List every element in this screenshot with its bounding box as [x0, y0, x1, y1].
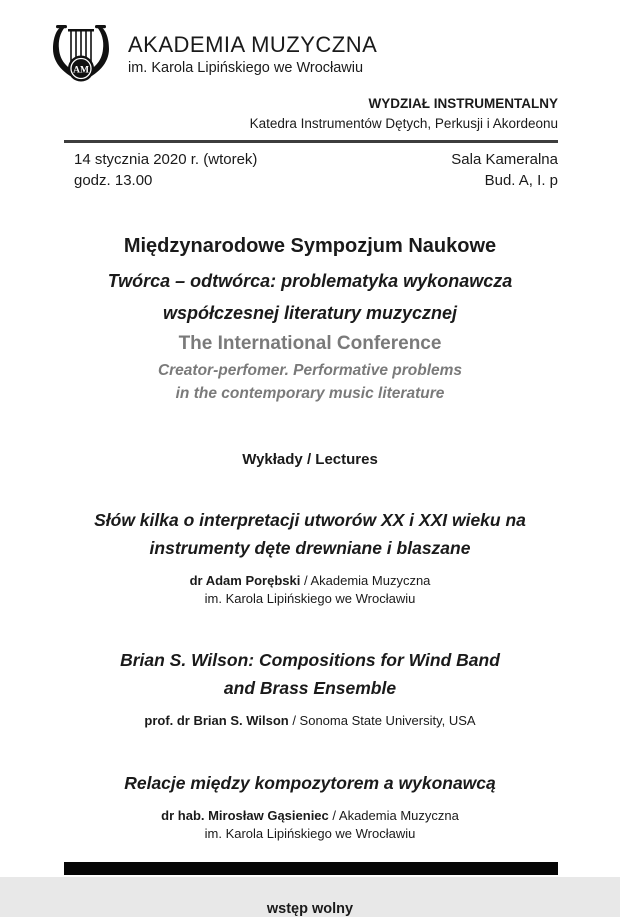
header-rule [64, 140, 558, 143]
conference-title-pl: Międzynarodowe Sympozjum Naukowe [123, 235, 497, 258]
lecture-title-line1: Słów kilka o interpretacji utworów XX i XXI wieku na [94, 510, 526, 531]
academy-name: AKADEMIA MUZYCZNA [128, 32, 378, 57]
lecture-title-line2: instrumenty dęte drewniane i blaszane [149, 538, 471, 559]
academy-name-block [128, 32, 377, 76]
lectures-heading: Wykłady / Lectures [242, 451, 378, 469]
lyre-logo-icon [48, 24, 114, 84]
speaker-affiliation: / Sonoma State University, USA [288, 713, 476, 729]
faculty-chair: Katedra Instrumentów Dętych, Perkusji i Akordeonu [249, 115, 558, 131]
lecture-title [0, 769, 620, 797]
conference-subtitle-pl [0, 266, 620, 329]
speaker-name: prof. dr Brian S. Wilson [144, 713, 289, 729]
speaker-affiliation: / Akademia Muzyczna [328, 807, 459, 823]
lecture-speaker [0, 807, 620, 843]
lecture-item-2 [0, 646, 620, 730]
speaker-affiliation: / Akademia Muzyczna [300, 573, 431, 589]
conference-subtitle-pl-line1: Twórca – odtwórca: problematyka wykonawcza [107, 271, 513, 292]
speaker-name: dr hab. Mirosław Gąsieniec [161, 807, 329, 823]
event-venue-block [451, 149, 558, 191]
lecture-title-line1: Brian S. Wilson: Compositions for Wind Band [120, 650, 500, 671]
conference-subtitle-en-line2: in the contemporary music literature [175, 384, 445, 402]
faculty-block [0, 84, 620, 133]
faculty-name: WYDZIAŁ INSTRUMENTALNY [368, 96, 558, 111]
admission-note: wstęp wolny [266, 901, 354, 917]
footer-bar [64, 862, 558, 875]
speaker-name: dr Adam Porębski [189, 573, 301, 589]
event-meta [74, 149, 558, 191]
conference-body [0, 235, 620, 917]
event-date: 14 stycznia 2020 r. (wtorek) [74, 151, 258, 169]
conference-title-en: The International Conference [178, 333, 442, 355]
academy-subname: im. Karola Lipińskiego we Wrocławiu [128, 60, 364, 76]
lecture-speaker [0, 572, 620, 608]
conference-subtitle-pl-line2: współczesnej literatury muzycznej [162, 302, 458, 323]
lecture-item-1 [0, 506, 620, 608]
lecture-title [0, 506, 620, 562]
lecture-title-line2: and Brass Ensemble [223, 678, 397, 699]
lecture-title [0, 646, 620, 702]
speaker-affiliation-line2: im. Karola Lipińskiego we Wrocławiu [204, 591, 416, 607]
lecture-title-line1: Relacje między kompozytorem a wykonawcą [124, 772, 496, 793]
academy-brand [0, 0, 620, 84]
event-time: godz. 13.00 [74, 172, 153, 190]
lecture-speaker [0, 712, 620, 730]
event-venue: Sala Kameralna [451, 151, 558, 169]
event-location: Bud. A, I. p [484, 172, 558, 190]
speaker-affiliation-line2: im. Karola Lipińskiego we Wrocławiu [204, 825, 416, 841]
lecture-item-3 [0, 769, 620, 843]
logo-monogram: AM [73, 65, 89, 76]
conference-subtitle-en-line1: Creator-perfomer. Performative problems [157, 362, 463, 380]
event-date-block [74, 149, 257, 191]
conference-subtitle-en [0, 360, 620, 405]
